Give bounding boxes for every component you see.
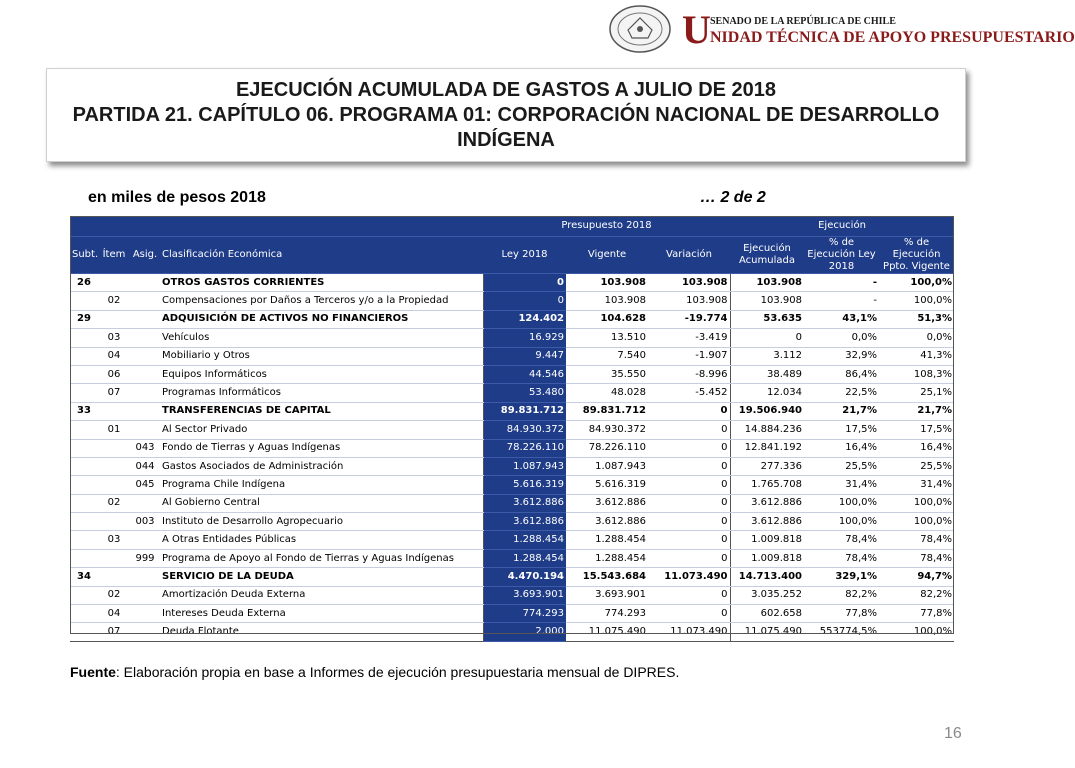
row-vigente: 103.908 [566, 274, 648, 292]
row-asig [130, 347, 160, 365]
senate-seal-icon [608, 4, 672, 54]
row-item: 02 [98, 586, 130, 604]
page-number: 16 [944, 725, 962, 742]
row-ley: 89.831.712 [483, 402, 566, 420]
row-pct-vig: 100,0% [879, 513, 954, 531]
row-subt [70, 384, 98, 402]
page-subtitle: PARTIDA 21. CAPÍTULO 06. PROGRAMA 01: CORPORACIÓN NACIONAL DE DESARROLLO [72, 103, 940, 126]
row-vigente: 3.612.886 [566, 494, 648, 512]
row-ley: 124.402 [483, 310, 566, 328]
row-pct-ley: 77,8% [804, 605, 879, 623]
row-desc: Vehículos [160, 329, 483, 347]
row-variacion: 103.908 [648, 274, 730, 292]
row-ley: 84.930.372 [483, 421, 566, 439]
row-vigente: 48.028 [566, 384, 648, 402]
table-row [70, 439, 954, 457]
col-subt: Subt. [70, 237, 98, 274]
row-ley: 44.546 [483, 365, 566, 383]
row-item: 03 [98, 329, 130, 347]
row-subt [70, 347, 98, 365]
row-subt [70, 439, 98, 457]
col-pct-vig: % de Ejecución Ppto. Vigente [879, 237, 954, 274]
row-subt [70, 494, 98, 512]
row-pct-ley: 31,4% [804, 476, 879, 494]
row-asig [130, 623, 160, 641]
row-variacion: 11.073.490 [648, 568, 730, 586]
row-ley: 3.612.886 [483, 513, 566, 531]
row-desc: Programa de Apoyo al Fondo de Tierras y Aguas Indígenas [160, 549, 483, 567]
table-row [70, 549, 954, 567]
row-ejecucion: 103.908 [730, 292, 804, 310]
row-ejecucion: 3.035.252 [730, 586, 804, 604]
row-ley: 2.000 [483, 623, 566, 641]
row-pct-vig: 0,0% [879, 329, 954, 347]
row-asig [130, 384, 160, 402]
row-item: 03 [98, 531, 130, 549]
row-pct-vig: 100,0% [879, 623, 954, 641]
row-ejecucion: 3.112 [730, 347, 804, 365]
row-subt [70, 421, 98, 439]
row-desc: Amortización Deuda Externa [160, 586, 483, 604]
row-pct-vig: 25,5% [879, 457, 954, 475]
row-ley: 0 [483, 274, 566, 292]
row-vigente: 7.540 [566, 347, 648, 365]
row-asig [130, 292, 160, 310]
table-row [70, 347, 954, 365]
row-variacion: -5.452 [648, 384, 730, 402]
row-desc: OTROS GASTOS CORRIENTES [160, 274, 483, 292]
table-row [70, 292, 954, 310]
row-subt [70, 549, 98, 567]
row-vigente: 89.831.712 [566, 402, 648, 420]
row-subt [70, 531, 98, 549]
row-asig [130, 605, 160, 623]
row-pct-ley: 43,1% [804, 310, 879, 328]
page-title: EJECUCIÓN ACUMULADA DE GASTOS A JULIO DE 2018 [235, 78, 777, 101]
row-subt [70, 476, 98, 494]
row-subt [70, 457, 98, 475]
table-row [70, 494, 954, 512]
row-variacion: 103.908 [648, 292, 730, 310]
row-ley: 0 [483, 292, 566, 310]
row-ley: 9.447 [483, 347, 566, 365]
row-ejecucion: 602.658 [730, 605, 804, 623]
table-row [70, 568, 954, 586]
row-pct-ley: 16,4% [804, 439, 879, 457]
row-ley: 4.470.194 [483, 568, 566, 586]
row-vigente: 3.693.901 [566, 586, 648, 604]
row-subt [70, 365, 98, 383]
row-ejecucion: 1.765.708 [730, 476, 804, 494]
row-desc: A Otras Entidades Públicas [160, 531, 483, 549]
row-pct-vig: 100,0% [879, 292, 954, 310]
row-pct-vig: 108,3% [879, 365, 954, 383]
row-pct-ley: 21,7% [804, 402, 879, 420]
row-vigente: 78.226.110 [566, 439, 648, 457]
row-subt: 29 [70, 310, 98, 328]
row-ley: 3.612.886 [483, 494, 566, 512]
table-row [70, 531, 954, 549]
row-ejecucion: 3.612.886 [730, 513, 804, 531]
row-variacion: 0 [648, 494, 730, 512]
source-text: : Elaboración propia en base a Informes de ejecución presupuestaria mensual de DIPRES. [115, 664, 680, 680]
table-row [70, 623, 954, 641]
row-item [98, 476, 130, 494]
row-variacion: 0 [648, 402, 730, 420]
row-pct-vig: 100,0% [879, 274, 954, 292]
row-item [98, 439, 130, 457]
row-pct-vig: 100,0% [879, 494, 954, 512]
page-of-label: … 2 de 2 [700, 189, 766, 206]
row-asig [130, 531, 160, 549]
row-pct-vig: 82,2% [879, 586, 954, 604]
col-desc: Clasificación Económica [160, 237, 483, 274]
col-asig: Asig. [130, 237, 160, 274]
row-pct-vig: 94,7% [879, 568, 954, 586]
row-variacion: 0 [648, 476, 730, 494]
table-row [70, 605, 954, 623]
row-variacion: 0 [648, 549, 730, 567]
table-row [70, 476, 954, 494]
row-subt: 34 [70, 568, 98, 586]
row-item [98, 274, 130, 292]
col-vigente: Vigente [566, 237, 648, 274]
row-pct-vig: 41,3% [879, 347, 954, 365]
col-item: Ítem [98, 237, 130, 274]
row-vigente: 84.930.372 [566, 421, 648, 439]
row-ejecucion: 0 [730, 329, 804, 347]
row-pct-vig: 17,5% [879, 421, 954, 439]
row-pct-vig: 77,8% [879, 605, 954, 623]
header-ejecucion: Ejecución [730, 216, 954, 237]
row-pct-ley: 82,2% [804, 586, 879, 604]
row-asig [130, 586, 160, 604]
row-asig [130, 365, 160, 383]
row-variacion: 11.073.490 [648, 623, 730, 641]
row-pct-ley: 553774,5% [804, 623, 879, 641]
row-pct-ley: 17,5% [804, 421, 879, 439]
row-pct-vig: 21,7% [879, 402, 954, 420]
row-desc: Gastos Asociados de Administración [160, 457, 483, 475]
row-vigente: 103.908 [566, 292, 648, 310]
row-ley: 1.288.454 [483, 549, 566, 567]
row-pct-ley: 22,5% [804, 384, 879, 402]
row-variacion: 0 [648, 457, 730, 475]
table-row [70, 274, 954, 292]
row-ejecucion: 14.884.236 [730, 421, 804, 439]
row-item [98, 457, 130, 475]
row-ejecucion: 19.506.940 [730, 402, 804, 420]
row-desc: SERVICIO DE LA DEUDA [160, 568, 483, 586]
header-blank [70, 216, 483, 237]
row-pct-ley: - [804, 292, 879, 310]
row-vigente: 13.510 [566, 329, 648, 347]
row-asig [130, 421, 160, 439]
row-pct-vig: 78,4% [879, 549, 954, 567]
row-ley: 16.929 [483, 329, 566, 347]
row-variacion: 0 [648, 586, 730, 604]
row-subt: 26 [70, 274, 98, 292]
row-asig: 043 [130, 439, 160, 457]
row-pct-ley: 100,0% [804, 494, 879, 512]
row-variacion: 0 [648, 513, 730, 531]
row-vigente: 35.550 [566, 365, 648, 383]
row-pct-ley: 100,0% [804, 513, 879, 531]
table-row [70, 310, 954, 328]
row-item: 07 [98, 623, 130, 641]
page-subtitle-cont: INDÍGENA [457, 128, 555, 151]
title-box [46, 68, 966, 162]
row-ley: 5.616.319 [483, 476, 566, 494]
row-pct-ley: - [804, 274, 879, 292]
row-variacion: -19.774 [648, 310, 730, 328]
row-pct-ley: 78,4% [804, 549, 879, 567]
row-desc: Fondo de Tierras y Aguas Indígenas [160, 439, 483, 457]
row-subt [70, 586, 98, 604]
row-pct-vig: 25,1% [879, 384, 954, 402]
row-asig: 044 [130, 457, 160, 475]
row-asig [130, 568, 160, 586]
source-label: Fuente [70, 664, 116, 680]
row-asig [130, 402, 160, 420]
row-asig [130, 274, 160, 292]
row-pct-ley: 0,0% [804, 329, 879, 347]
row-variacion: -3.419 [648, 329, 730, 347]
row-vigente: 15.543.684 [566, 568, 648, 586]
row-asig: 999 [130, 549, 160, 567]
row-ejecucion: 277.336 [730, 457, 804, 475]
row-pct-vig: 16,4% [879, 439, 954, 457]
table-row [70, 586, 954, 604]
row-desc: ADQUISICIÓN DE ACTIVOS NO FINANCIEROS [160, 310, 483, 328]
row-vigente: 3.612.886 [566, 513, 648, 531]
row-ejecucion: 103.908 [730, 274, 804, 292]
row-vigente: 11.075.490 [566, 623, 648, 641]
row-item: 04 [98, 605, 130, 623]
table-row [70, 384, 954, 402]
row-vigente: 104.628 [566, 310, 648, 328]
row-pct-ley: 329,1% [804, 568, 879, 586]
row-vigente: 1.087.943 [566, 457, 648, 475]
row-subt [70, 605, 98, 623]
table-body [70, 274, 954, 642]
row-pct-vig: 51,3% [879, 310, 954, 328]
row-pct-vig: 78,4% [879, 531, 954, 549]
row-ejecucion: 53.635 [730, 310, 804, 328]
row-ejecucion: 1.009.818 [730, 549, 804, 567]
units-label: en miles de pesos 2018 [88, 189, 266, 206]
row-ley: 1.087.943 [483, 457, 566, 475]
row-desc: TRANSFERENCIAS DE CAPITAL [160, 402, 483, 420]
row-vigente: 774.293 [566, 605, 648, 623]
col-variacion: Variación [648, 237, 730, 274]
row-subt [70, 513, 98, 531]
row-subt: 33 [70, 402, 98, 420]
col-ley: Ley 2018 [483, 237, 566, 274]
row-vigente: 1.288.454 [566, 531, 648, 549]
row-item [98, 549, 130, 567]
row-desc: Mobiliario y Otros [160, 347, 483, 365]
row-item: 04 [98, 347, 130, 365]
row-pct-ley: 86,4% [804, 365, 879, 383]
source-note [70, 664, 679, 680]
row-ejecucion: 14.713.400 [730, 568, 804, 586]
row-variacion: -1.907 [648, 347, 730, 365]
row-subt [70, 623, 98, 641]
row-item: 02 [98, 494, 130, 512]
row-variacion: 0 [648, 421, 730, 439]
row-asig [130, 494, 160, 512]
row-ejecucion: 3.612.886 [730, 494, 804, 512]
row-ley: 774.293 [483, 605, 566, 623]
row-pct-ley: 32,9% [804, 347, 879, 365]
col-pct-ley: % de Ejecución Ley 2018 [804, 237, 879, 274]
row-subt [70, 292, 98, 310]
table-row [70, 402, 954, 420]
row-ejecucion: 12.034 [730, 384, 804, 402]
row-item [98, 402, 130, 420]
table-row [70, 457, 954, 475]
row-pct-vig: 31,4% [879, 476, 954, 494]
row-item [98, 513, 130, 531]
row-ley: 78.226.110 [483, 439, 566, 457]
budget-table [70, 216, 954, 642]
row-item: 06 [98, 365, 130, 383]
row-item [98, 568, 130, 586]
row-vigente: 5.616.319 [566, 476, 648, 494]
table-row [70, 329, 954, 347]
row-pct-ley: 78,4% [804, 531, 879, 549]
row-ejecucion: 38.489 [730, 365, 804, 383]
row-desc: Equipos Informáticos [160, 365, 483, 383]
row-desc: Deuda Flotante [160, 623, 483, 641]
table-row [70, 513, 954, 531]
row-variacion: 0 [648, 439, 730, 457]
row-variacion: 0 [648, 605, 730, 623]
row-desc: Programa Chile Indígena [160, 476, 483, 494]
row-ejecucion: 12.841.192 [730, 439, 804, 457]
row-item: 01 [98, 421, 130, 439]
row-desc: Instituto de Desarrollo Agropecuario [160, 513, 483, 531]
row-asig [130, 329, 160, 347]
brand-top-line: SENADO DE LA REPÚBLICA DE CHILE [710, 16, 896, 27]
row-desc: Al Gobierno Central [160, 494, 483, 512]
row-pct-ley: 25,5% [804, 457, 879, 475]
row-ley: 3.693.901 [483, 586, 566, 604]
row-asig: 003 [130, 513, 160, 531]
row-asig [130, 310, 160, 328]
row-variacion: -8.996 [648, 365, 730, 383]
brand-initial: U [682, 7, 711, 52]
row-desc: Compensaciones por Daños a Terceros y/o a la Propiedad [160, 292, 483, 310]
table-row [70, 365, 954, 383]
row-item [98, 310, 130, 328]
row-vigente: 1.288.454 [566, 549, 648, 567]
col-ejec-acum: Ejecución Acumulada [730, 237, 804, 274]
header-presupuesto: Presupuesto 2018 [483, 216, 730, 237]
row-desc: Intereses Deuda Externa [160, 605, 483, 623]
row-ley: 53.480 [483, 384, 566, 402]
row-variacion: 0 [648, 531, 730, 549]
row-ley: 1.288.454 [483, 531, 566, 549]
row-item: 07 [98, 384, 130, 402]
table-row [70, 421, 954, 439]
row-asig: 045 [130, 476, 160, 494]
row-ejecucion: 11.075.490 [730, 623, 804, 641]
row-desc: Al Sector Privado [160, 421, 483, 439]
row-desc: Programas Informáticos [160, 384, 483, 402]
row-subt [70, 329, 98, 347]
brand-main-line: NIDAD TÉCNICA DE APOYO PRESUPUESTARIO [710, 29, 1075, 46]
senate-logo [608, 4, 1075, 54]
row-ejecucion: 1.009.818 [730, 531, 804, 549]
row-item: 02 [98, 292, 130, 310]
